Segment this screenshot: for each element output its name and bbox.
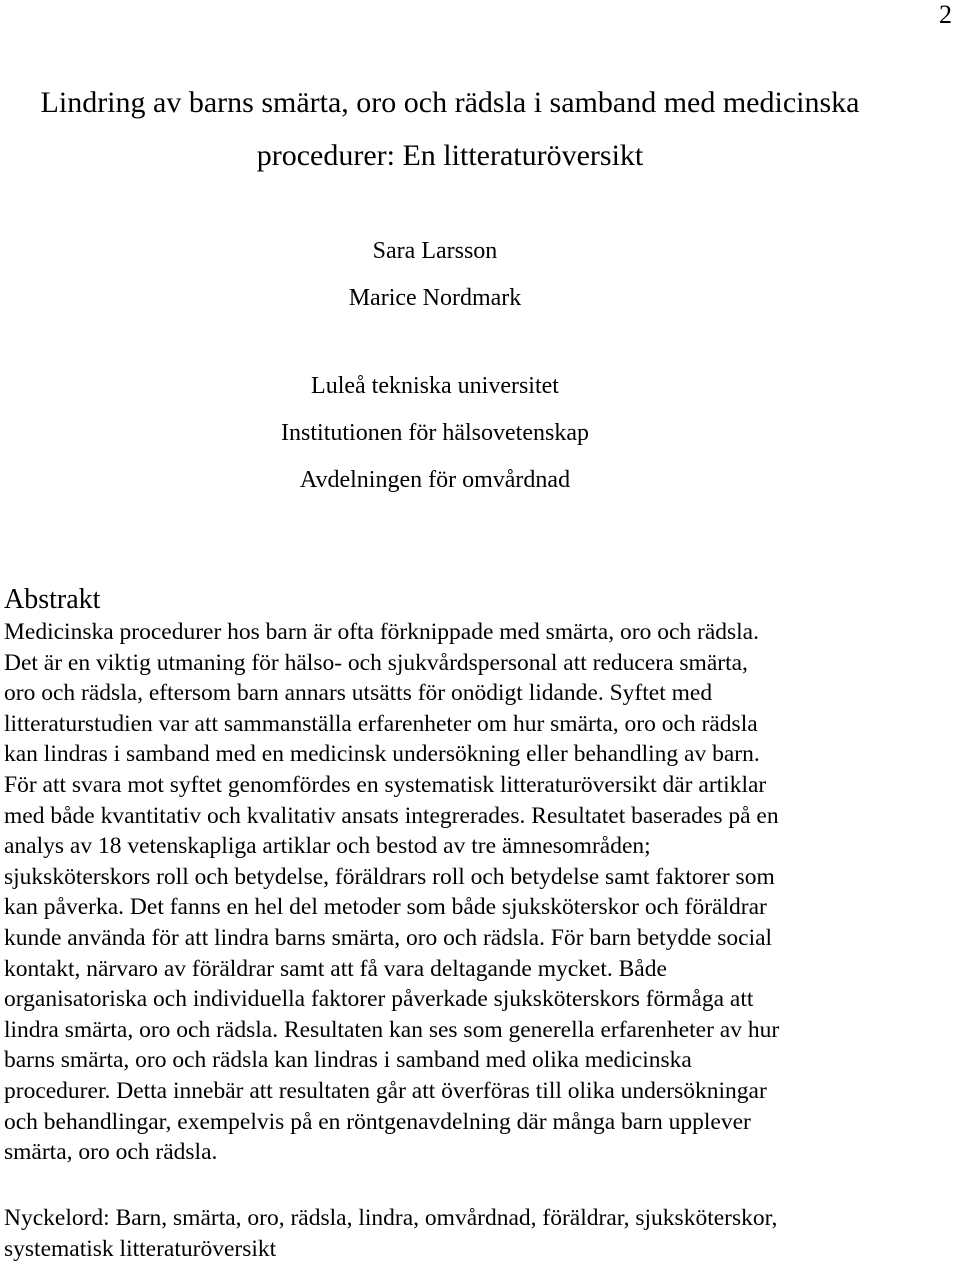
keywords-line-2: systematisk litteraturöversikt [4,1235,277,1262]
abstract-line: och behandlingar, exempelvis på en röntgenavdelning där många barn upplever [4,1108,751,1135]
abstract-line: oro och rädsla, eftersom barn annars utsätts för onödigt lidande. Syftet med [4,680,713,707]
document-title [0,76,900,182]
keywords-line-1: Nyckelord: Barn, smärta, oro, rädsla, lindra, omvårdnad, föräldrar, sjuksköterskor, [4,1205,778,1231]
abstract-line: smärta, oro och rädsla. [4,1139,218,1166]
author-name: Marice Nordmark [348,285,522,311]
abstract-line: sjuksköterskors roll och betydelse, föräldrars roll och betydelse samt faktorer som [4,863,775,890]
abstract-line: Det är en viktig utmaning för hälso- och sjukvårdspersonal att reducera smärta, [4,649,748,676]
author-list [0,228,870,322]
abstract-line: kunde använda för att lindra barns smärta, oro och rädsla. För barn betydde social [4,924,773,951]
title-line-1: Lindring av barns smärta, oro och rädsla i samband med medicinska [40,86,860,119]
keywords [4,1203,924,1264]
university-name: Luleå tekniska universitet [311,373,559,399]
abstract-line: kan lindras i samband med en medicinsk undersökning eller behandling av barn. [4,741,760,768]
author-name: Sara Larsson [372,238,498,264]
institution-name: Institutionen för hälsovetenskap [281,420,589,446]
abstract-line: litteraturstudien var att sammanställa erfarenheter om hur smärta, oro och rädsla [4,710,758,737]
abstract-line: lindra smärta, oro och rädsla. Resultaten kan ses som generella erfarenheter av hur [4,1016,780,1043]
page-number: 2 [939,0,952,29]
affiliation-block [0,363,870,504]
abstract-line: med både kvantitativ och kvalitativ ansats integrerades. Resultatet baserades på en [4,802,779,829]
abstract-heading: Abstrakt [4,584,101,615]
abstract-line: barns smärta, oro och rädsla kan lindras i samband med olika medicinska [4,1047,692,1074]
abstract-line: analys av 18 vetenskapliga artiklar och bestod av tre ämnesområden; [4,833,651,860]
abstract-line: kontakt, närvaro av föräldrar samt att få vara deltagande mycket. Både [4,955,667,982]
abstract-line: Medicinska procedurer hos barn är ofta förknippade med smärta, oro och rädsla. [4,619,759,645]
department-name: Avdelningen för omvårdnad [299,467,571,493]
abstract-line: organisatoriska och individuella faktorer påverkade sjuksköterskors förmåga att [4,986,754,1013]
abstract-line: procedurer. Detta innebär att resultaten går att överföras till olika undersökningar [4,1077,767,1104]
abstract-line: För att svara mot syftet genomfördes en systematisk litteraturöversikt där artiklar [4,771,767,798]
abstract-line: kan påverka. Det fanns en hel del metoder som både sjuksköterskor och föräldrar [4,894,767,921]
abstract-body [4,617,909,1168]
title-line-2: procedurer: En litteraturöversikt [256,139,644,172]
